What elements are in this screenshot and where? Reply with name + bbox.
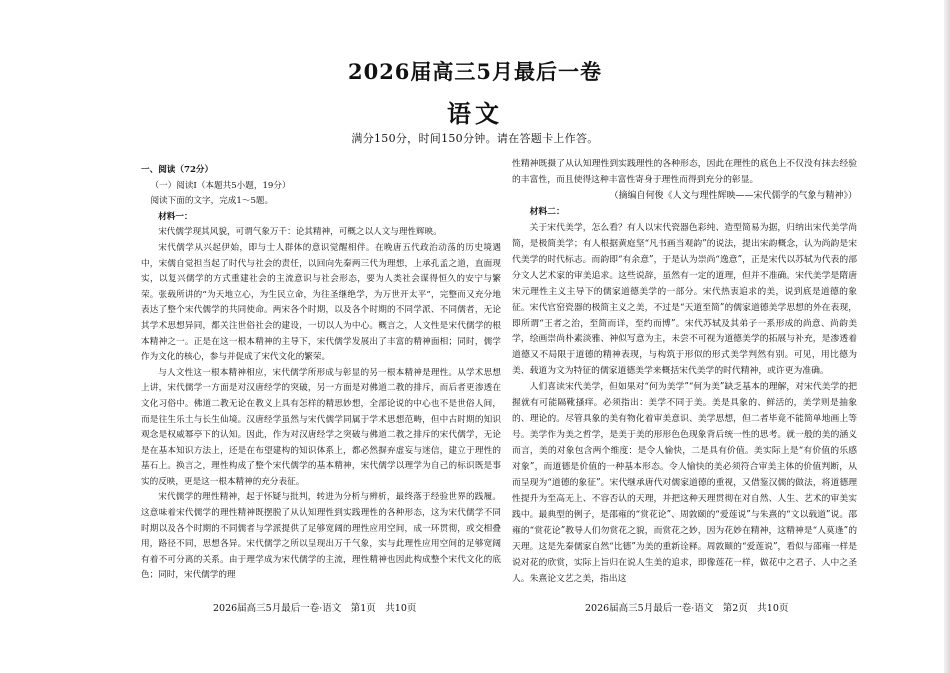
left-paragraph: 宋代儒学现其风貌，可谓气象万千：论其精神，可概之以人文与理性辉映。 (158, 227, 442, 238)
page-footer-2: 2026届高三5月最后一卷·语文 第2页 共10页 (585, 603, 789, 614)
left-paragraph: 与人文性这一根本精神相应，宋代儒学所形成与彰显的另一根本精神是理性。从学术思想上讲，宋代儒学一方面是对汉唐经学的突破，另一方面是对佛道二教的排斥，而后者更渗透在文化习俗中。佛道二教无论在教义上具有怎样的精思妙想，全部论说的中心也不是世俗人间，而是往生乐土与长生仙境。汉唐经学虽然与宋代儒学同属于学术思想范畴，但中古时期的知识观念是权威幂亭下的认知。因此，作为对汉唐经学之突破与佛道二教之排斥的宋代儒学，无论是在基本知识方法上，还是在布望建构的知识体系上，都必然摒弃虚妄与迷信，建立于理性的基石上。换言之，理性构成了整个宋代儒学的基本精神，宋代儒学以理学为自己的标识既是事实的反映，更是这一根本精神的充分表征。 (141, 367, 501, 487)
right-column (512, 157, 857, 588)
left-column (141, 163, 501, 584)
left-paragraph: 宋代儒学的理性精神，起于怀疑与批判，转进为分析与辨析，最终落于经验世界的践履。这意味着宋代儒学的理性精神既摆脱了从认知理性到实践理性的各种形态，这为宋代儒学不同时期以及各个时期的不同儒者与学派提供了足够宽阔的理性应用空间，成一环贯彻，或交相叠用，路径不同，思想各异。宋代儒学之所以呈现出万千气象，实与此理性应用空间的足够宽阔有着不可分离的关系。由于理学成为宋代儒学的主流，理性精神也因此构成整个宋代文化的底色；同时，宋代儒学的理 (141, 492, 501, 581)
reading-prompt: 阅读下面的文字，完成1～5题。 (150, 196, 274, 207)
material-source: （摘编自何俊《人文与理性辉映——宋代儒学的气象与精神》） (609, 190, 857, 201)
page-footer-1: 2026届高三5月最后一卷·语文 第1页 共10页 (213, 603, 417, 614)
right-paragraph: 关于宋代美学，怎么看？有人以宋代瓷器色彩纯、造型简易为据，归纳出宋代美学尚简，是极简美学；有人根据黄庭坚“凡书画当观韵”的说法，提出宋韵概念，认为尚韵是宋代美学的时代标志。而韵即“有余意”，于是认为崇尚“逸意”，正是宋代以苏轼为代表的部分文人艺术家的审美追求。这些说辞，虽然有一定的道理，但并不准确。宋代美学是隋唐宋元理性主义主导下的儒家道德美学的一部分。宋代热衷追求的美，说到底是道德的象征。宋代官窑瓷器的极简主义之美，不过是“天道至简”的儒家道德美学思想的外在表现，即所谓“王者之治，至简而详，至约而博”。宋代苏轼及其弟子一系形成的尚意、尚韵美学，绘画崇尚朴素淡雅、神似写意为主，未尝不可视为道德美学的拓展与补充，是渗透着道德又不局限于道德的精神表现，与构筑于形似的形式美学判然有别。可见，用比德为美、载道为文为特征的儒家道德美学来概括宋代美学的时代精神，或许更为准确。 (512, 222, 857, 377)
exam-instructions: 满分150分，时间150分钟。请在答题卡上作答。 (351, 132, 599, 145)
exam-title: 2026届高三5月最后一卷 (347, 59, 603, 84)
material-two-label: 材料二： (529, 206, 565, 217)
subsection-heading: （一）阅读Ⅰ（本题共5小题，19分） (150, 180, 291, 191)
right-paragraph: 人们喜读宋代美学，但如果对“何为美学”“何为美”缺乏基本的理解，对宋代美学的把握就有可能隔靴搔痒。必须指出：美学不同于美。美是具象的、鲜活的，美学则是抽象的、理论的。尽管具象的美有物化着审美意识、美学思想，但二者毕竟不能简单地画上等号。美学作为美之哲学，是美于美的形形色色现象背后统一性的思考。就一般的美的涵义而言，美的对象包含两个维度：是令人愉快，二是具有价值。美实际上是“有价值的乐感对象”，而道德是价值的一种基本形态。令人愉快的美必须符合审美主体的价值判断，从而呈现为“道德的象征”。宋代继承唐代对儒家道德的重视，又借鉴汉儒的做法，将道德理性提升为至高无上、不容否认的天理，并把这种天理贯彻在对自然、人生、艺术的审美实践中。最典型的例子，是邵雍的“赏花论”、周敦颐的“爱莲说”与朱熹的“文以载道”说。邵雍的“赏花论”教导人们勿赏花之貌，而赏花之妙，因为花妙在精神，这精神是“人莫逢”的天理。这是先秦儒家自然“比德”为美的重新诠释。周敦颐的“爱莲说”，看似与邵雍一样是说对花的欣赏，实际上旨归在说人生美的追求，即像莲花一样，做花中之君子、人中之圣人。朱熹论文艺之美，指出这 (512, 382, 857, 584)
section-heading: 一、阅读（72分） (141, 165, 214, 175)
right-continued-paragraph: 性精神既摄了从认知理性到实践理性的各种形态，因此在理性的底色上不仅没有抹去经验的丰富性，而且使得这种丰富性寄身于理性而得到充分的彰显。 (512, 159, 857, 185)
subject-title: 语文 (447, 99, 503, 128)
left-paragraph: 宋代儒学从兴起伊始，即与士人群体的意识觉醒相伴。在晚唐五代政治动荡的历史境遇中，宋儒自觉担当起了时代与社会的责任，以回向先秦两三代为理想，上承孔孟之道，直面现实，以复兴儒学的方式重建社会的主流意识与社会形态，要为人类社会谋得恒久的安宁与繁荣。张载所讲的“为天地立心，为生民立命，为往圣继绝学，为万世开太平”，完整而又充分地表达了整个宋代儒学的共同使命。两宋各个时期，以及各个时期的不同学派、不同儒者，无论其学术思想异同，都关注世俗社会的建设，一切以人为中心。概言之，人文性是宋代儒学的根本精神之一。正是在这一根本精神的主导下，宋代儒学发展出了丰富的精神面相；同时，儒学作为文化的核心，参与并促成了宋代文化的繁荣。 (141, 242, 501, 363)
material-one-label: 材料一： (158, 211, 193, 222)
